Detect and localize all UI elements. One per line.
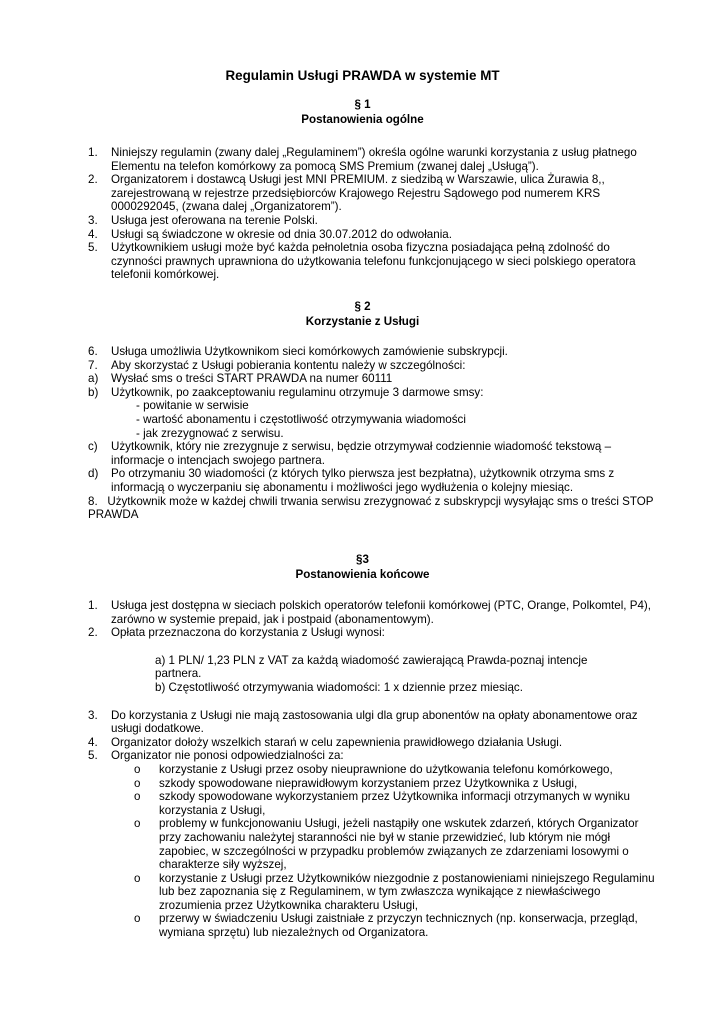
spacer [88, 695, 658, 709]
section-1-heading [0, 98, 725, 127]
bullet-item: o przerwy w świadczeniu Usługi zaistniałe z przyczyn technicznych (np. konserwacja, przegląd, wymiana sprzętu) lub niezależnych od Organizatora. [134, 912, 638, 940]
bullet-marker: o [134, 776, 141, 790]
list-item: 2. Organizatorem i dostawcą Usługi jest MNI PREMIUM. z siedzibą w Warszawie, ulica Żurawia 8,, zarejestrowaną w rejestrze przedsiębiorców Krajowego Rejestru Sądowego pod numerem KRS 0000292045, (zwana dalej „Organizatorem”). [88, 173, 605, 214]
list-item: 3. Usługa jest oferowana na terenie Polski. [88, 213, 318, 227]
list-item: b) Użytkownik, po zaakceptowaniu regulaminu otrzymuje 3 darmowe smsy: [88, 385, 484, 399]
bullet-item: o problemy w funkcjonowaniu Usługi, jeżeli nastąpiły one wskutek zdarzeń, których Organizator przy zachowaniu należytej staranności nie był w stanie przewidzieć, lub którym nie mógł zapobiec, w szczególności w przypadku problemów związanych ze zdarzeniami losowymi o charakterze siły wyższej, [134, 817, 639, 872]
bullet-marker: o [134, 790, 141, 804]
list-item: 2. Opłata przeznaczona do korzystania z Usługi wynosi: [88, 626, 385, 640]
sub-item: - powitanie w serwisie [136, 399, 249, 413]
list-item: 3. Do korzystania z Usługi nie mają zastosowania ulgi dla grup abonentów na opłaty abonamentowe oraz usługi dodatkowe. [88, 708, 638, 736]
frequency-item: b) Częstotliwość otrzymywania wiadomości: 1 x dziennie przez miesiąc. [155, 680, 523, 694]
list-item: 8. Użytkownik może w każdej chwili trwania serwisu zrezygnować z subskrypcji wysyłając sms o treści STOP PRAWDA [88, 494, 657, 522]
spacer [88, 640, 658, 654]
bullet-item: o szkody spowodowane wykorzystaniem przez Użytkownika informacji otrzymanych w wyniku korzystania z Usługi, [134, 790, 631, 817]
section-1-title: Postanowienia ogólne [301, 112, 424, 126]
section-2-heading [0, 300, 725, 329]
section-3-heading [0, 553, 725, 582]
section-3-title: Postanowienia końcowe [295, 567, 430, 581]
section-2-title: Korzystanie z Usługi [305, 314, 420, 328]
bullet-marker: o [134, 871, 141, 885]
list-item: 4. Organizator dołoży wszelkich starań w celu zapewnienia prawidłowego działania Usługi. [88, 735, 563, 749]
bullet-item: o szkody spowodowane nieprawidłowym korzystaniem przez Użytkownika z Usługi, [134, 776, 578, 790]
bullet-marker: o [134, 912, 141, 926]
sub-item: - jak zrezygnować z serwisu. [136, 426, 284, 440]
bullet-item: o korzystanie z Usługi przez osoby nieuprawnione do użytkowania telefonu komórkowego, [134, 762, 613, 776]
section-3-list [88, 599, 658, 940]
document-title: Regulamin Usługi PRAWDA w systemie MT [225, 68, 500, 83]
section-2-list [88, 345, 658, 522]
list-item: 5. Użytkownikiem usługi może być każda pełnoletnia osoba fizyczna posiadająca pełną zdolność do czynności prawnych uprawniona do użytkowania telefonu funkcjonującego w sieci polskiego operatora telefonii komórkowej. [88, 241, 636, 282]
sub-item: - wartość abonamentu i częstotliwość otrzymywania wiadomości [136, 412, 466, 426]
list-item: d) Po otrzymaniu 30 wiadomości (z których tylko pierwsza jest bezpłatna), użytkownik otrzyma sms z informacją o wyczerpaniu się abonamentu i możliwości jego wydłużenia o kolejny miesiąc. [88, 467, 615, 494]
fee-item: a) 1 PLN/ 1,23 PLN z VAT za każdą wiadomość zawierającą Prawda-poznaj intencje partnera. [155, 653, 588, 681]
section-3-number: §3 [356, 553, 369, 566]
list-item: 5. Organizator nie ponosi odpowiedzialności za: [88, 749, 344, 763]
list-item: a) Wysłać sms o treści START PRAWDA na numer 60111 [88, 372, 393, 386]
list-item: 6. Usługa umożliwia Użytkownikom sieci komórkowych zamówienie subskrypcji. [88, 345, 508, 358]
bullet-marker: o [134, 817, 141, 831]
section-2-number: § 2 [354, 300, 371, 313]
list-item: 1. Usługa jest dostępna w sieciach polskich operatorów telefonii komórkowej (PTC, Orange, Polkomtel, P4), zarówno w systemie prepaid, jak i postpaid (abonamentowym). [88, 599, 651, 626]
list-item: c) Użytkownik, który nie zrezygnuje z serwisu, będzie otrzymywał codziennie wiadomość tekstową – informacje o intencjach swojego partnera. [88, 440, 612, 467]
bullet-marker: o [134, 762, 141, 776]
bullet-item: o korzystanie z Usługi przez Użytkowników niezgodnie z postanowieniami niniejszego Regulaminu lub bez zapoznania się z Regulaminem, w tym zwłaszcza wynikające z niewłaściwego zrozumienia przez Użytkownika charakteru Usługi, [134, 871, 655, 912]
list-item: 7. Aby skorzystać z Usługi pobierania kontentu należy w szczególności: [88, 358, 466, 372]
section-1-list [88, 146, 658, 282]
list-item: 1. Niniejszy regulamin (zwany dalej „Regulaminem”) określa ogólne warunki korzystania z usług płatnego Elementu na telefon komórkowy za pomocą SMS Premium (zwanej dalej „Usługą”). [88, 146, 637, 173]
list-item: 4. Usługi są świadczone w okresie od dnia 30.07.2012 do odwołania. [88, 227, 452, 241]
section-1-number: § 1 [354, 98, 371, 111]
